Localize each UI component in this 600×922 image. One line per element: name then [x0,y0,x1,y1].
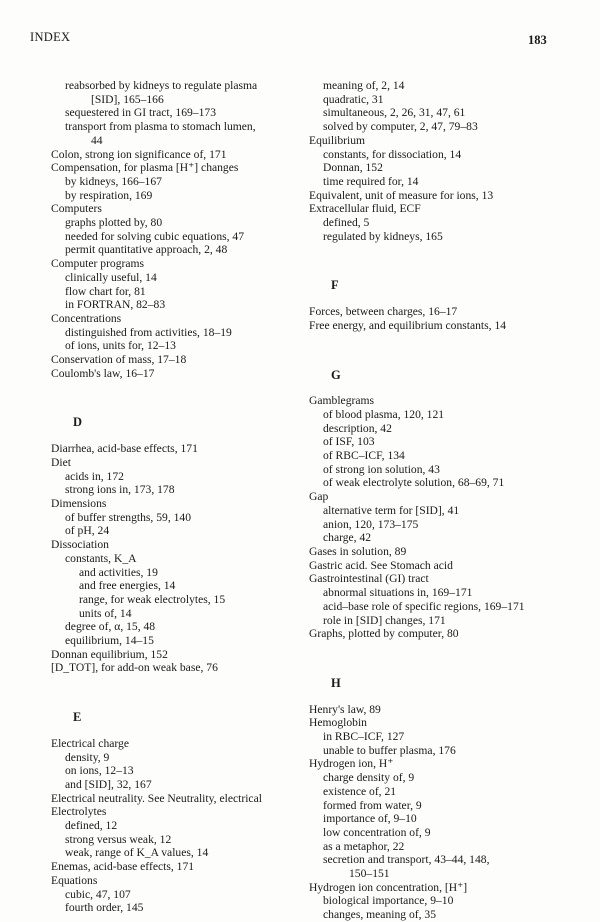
index-subentry: clinically useful, 14 [65,270,157,284]
index-subentry: of RBC–ICF, 134 [323,449,405,463]
index-subentry: meaning of, 2, 14 [323,79,405,92]
index-column-left [51,79,316,915]
index-subentry: permit quantitative approach, 2, 48 [65,243,228,257]
index-subentry: changes, meaning of, 35 [323,908,437,922]
index-subentry: cubic, 47, 107 [65,887,131,901]
index-subentry: unable to buffer plasma, 176 [323,743,456,757]
index-subentry: charge density of, 9 [323,771,415,785]
index-subentry: and [SID], 32, 167 [65,777,152,791]
index-subentry: alternative term for [SID], 41 [323,503,460,517]
index-subentry: sequestered in GI tract, 169–173 [65,106,216,120]
index-entry: Dissociation [51,538,109,552]
index-subentry: in RBC–ICF, 127 [323,730,405,744]
index-subentry: range, for weak electrolytes, 15 [79,592,226,606]
index-subentry: constants, for dissociation, 14 [323,147,462,161]
index-subentry: defined, 5 [323,216,370,230]
index-subentry: defined, 12 [65,819,118,833]
section-gap [51,675,316,705]
index-entry: Colon, strong ion significance of, 171 [51,147,227,161]
section-letter-heading: D [73,415,83,430]
index-subentry: reabsorbed by kidneys to regulate plasma [65,79,258,92]
index-subentry: degree of, α, 15, 48 [65,620,156,634]
index-subentry: equilibrium, 14–15 [65,634,154,648]
section-letter-heading: G [331,367,341,382]
index-subentry: existence of, 21 [323,784,397,798]
index-entry: Henry's law, 89 [309,702,381,716]
index-subentry: importance of, 9–10 [323,812,417,826]
index-entry: Computer programs [51,257,145,271]
index-subentry: role in [SID] changes, 171 [323,613,446,627]
index-subentry: low concentration of, 9 [323,825,431,839]
section-letter-heading: E [73,710,82,725]
index-subentry: transport from plasma to stomach lumen, [65,120,256,134]
section-gap [309,243,574,273]
index-subentry: as a metaphor, 22 [323,839,405,853]
index-subentry: of pH, 24 [65,524,110,538]
index-entry: Gastric acid. See Stomach acid [309,558,453,572]
index-entry: Hemoglobin [309,716,367,730]
index-entry: Donnan equilibrium, 152 [51,647,168,661]
page-number: 183 [528,33,547,47]
index-subentry: biological importance, 9–10 [323,894,454,908]
index-subentry: secretion and transport, 43–44, 148, [323,853,490,867]
section-letter-heading: H [331,675,341,690]
index-subentry: units of, 14 [79,606,132,620]
index-subentry: formed from water, 9 [323,798,422,812]
index-subentry: acids in, 172 [65,469,124,483]
running-header: INDEX [30,30,71,44]
index-entry: Graphs, plotted by computer, 80 [309,627,459,641]
index-subentry: and activities, 19 [79,565,158,579]
section-gap [51,380,316,410]
index-subentry: density, 9 [65,750,110,764]
index-subentry: distinguished from activities, 18–19 [65,325,232,339]
index-subentry: simultaneous, 2, 26, 31, 47, 61 [323,106,466,120]
index-entry: Dimensions [51,496,107,510]
index-entry-continuation: 44 [91,133,103,147]
index-subentry: of blood plasma, 120, 121 [323,407,445,421]
index-subentry: weak, range of K_A values, 14 [65,846,209,860]
index-subentry: strong ions in, 173, 178 [65,483,175,497]
index-entry: Computers [51,202,102,216]
index-entry: Equations [51,873,98,887]
index-subentry: of ions, units for, 12–13 [65,339,176,353]
index-subentry: Donnan, 152 [323,161,383,175]
index-entry: Free energy, and equilibrium constants, 14 [309,318,507,332]
index-subentry: anion, 120, 173–175 [323,517,419,531]
index-subentry: solved by computer, 2, 47, 79–83 [323,120,478,134]
index-subentry: constants, K_A [65,551,137,565]
index-entry: [D_TOT], for add-on weak base, 76 [51,661,218,675]
index-subentry: time required for, 14 [323,174,419,188]
index-entry: Hydrogen ion, H⁺ [309,757,394,771]
index-entry: Compensation, for plasma [H⁺] changes [51,161,239,175]
section-letter-heading: F [331,278,339,293]
index-subentry: graphs plotted by, 80 [65,216,163,230]
index-entry-continuation: 150–151 [349,867,390,881]
index-subentry: acid–base role of specific regions, 169–171 [323,599,525,613]
index-subentry: by respiration, 169 [65,188,153,202]
index-subentry: of weak electrolyte solution, 68–69, 71 [323,476,505,490]
index-entry: Coulomb's law, 16–17 [51,366,155,380]
index-subentry: needed for solving cubic equations, 47 [65,229,245,243]
index-entry: Gamblegrams [309,394,375,408]
section-gap [309,641,574,671]
index-entry: Gap [309,490,329,504]
index-subentry: charge, 42 [323,531,372,545]
index-subentry: of strong ion solution, 43 [323,462,440,476]
index-subentry: by kidneys, 166–167 [65,174,162,188]
index-subentry: on ions, 12–13 [65,764,134,778]
index-entry: Gases in solution, 89 [309,544,407,558]
index-entry: Electrolytes [51,805,107,819]
index-column-right [309,79,574,922]
index-entry-continuation: [SID], 165–166 [91,92,164,106]
index-subentry: quadratic, 31 [323,92,384,106]
index-subentry: and free energies, 14 [79,579,176,593]
index-entry: Equilibrium [309,133,366,147]
index-entry: Enemas, acid-base effects, 171 [51,860,195,874]
index-subentry: of buffer strengths, 59, 140 [65,510,192,524]
index-subentry: flow chart for, 81 [65,284,146,298]
index-entry: Electrical neutrality. See Neutrality, electrical [51,791,262,805]
index-entry: Extracellular fluid, ECF [309,202,421,216]
index-entry: Gastrointestinal (GI) tract [309,572,429,586]
section-gap [309,333,574,363]
index-entry: Equivalent, unit of measure for ions, 13 [309,188,494,202]
index-subentry: of ISF, 103 [323,435,375,449]
index-entry: Concentrations [51,311,122,325]
index-subentry: in FORTRAN, 82–83 [65,298,166,312]
index-subentry: regulated by kidneys, 165 [323,229,443,243]
index-entry: Diet [51,455,71,469]
index-entry: Forces, between charges, 16–17 [309,305,458,319]
index-entry: Electrical charge [51,736,129,750]
index-entry: Diarrhea, acid-base effects, 171 [51,442,198,456]
index-subentry: strong versus weak, 12 [65,832,172,846]
index-subentry: fourth order, 145 [65,901,144,915]
index-subentry: description, 42 [323,421,392,435]
index-entry: Conservation of mass, 17–18 [51,353,187,367]
index-entry: Hydrogen ion concentration, [H⁺] [309,880,468,894]
index-subentry: abnormal situations in, 169–171 [323,586,473,600]
